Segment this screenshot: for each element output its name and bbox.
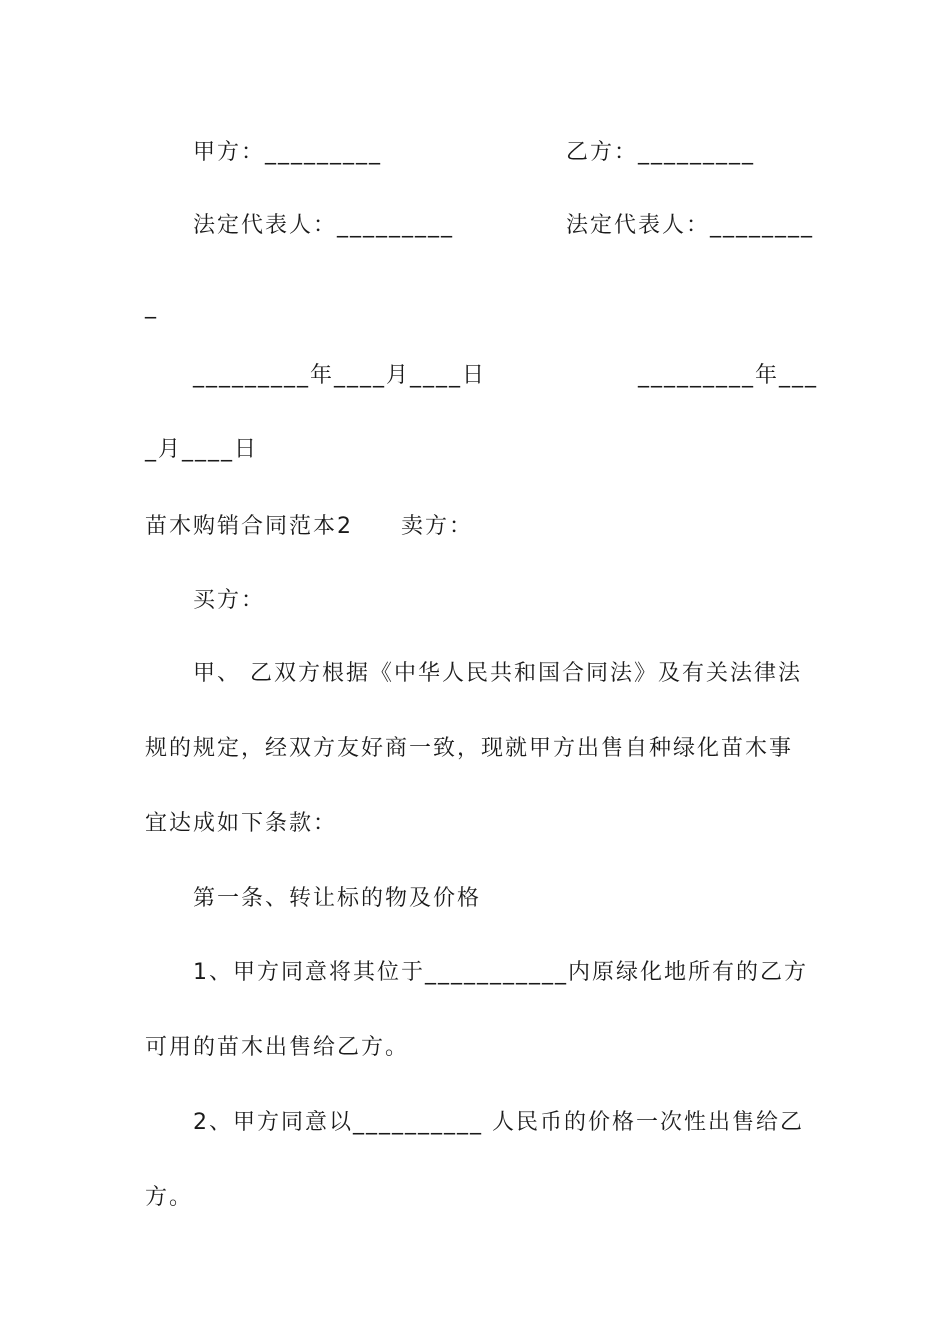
party-a-representative: 法定代表人：_________ xyxy=(193,213,455,238)
party-b-date-wrap: _月____日 xyxy=(145,437,259,462)
clause-2-line-2: 方。 xyxy=(145,1185,194,1210)
article-1-heading: 第一条、转让标的物及价格 xyxy=(193,886,482,911)
party-a-signature: 甲方：_________ xyxy=(193,140,383,165)
intro-paragraph-line-1: 甲、 乙双方根据《中华人民共和国合同法》及有关法律法 xyxy=(193,661,802,686)
clause-2-line-1: 2、甲方同意以__________ 人民币的价格一次性出售给乙 xyxy=(193,1110,804,1135)
clause-1-line-1: 1、甲方同意将其位于___________内原绿化地所有的乙方 xyxy=(193,960,808,985)
party-b-representative: 法定代表人：________ xyxy=(566,213,815,238)
document-title: 苗木购销合同范本2 卖方： xyxy=(145,514,473,539)
intro-paragraph-line-3: 宜达成如下条款： xyxy=(145,811,338,836)
party-b-representative-wrap: _ xyxy=(145,294,158,319)
clause-1-line-2: 可用的苗木出售给乙方。 xyxy=(145,1035,410,1060)
party-b-date: _________年___ xyxy=(638,363,819,388)
party-b-signature: 乙方：_________ xyxy=(566,140,756,165)
party-a-date: _________年____月____日 xyxy=(193,363,487,388)
buyer-label: 买方： xyxy=(193,588,266,613)
intro-paragraph-line-2: 规的规定，经双方友好商一致，现就甲方出售自种绿化苗木事 xyxy=(145,736,794,761)
